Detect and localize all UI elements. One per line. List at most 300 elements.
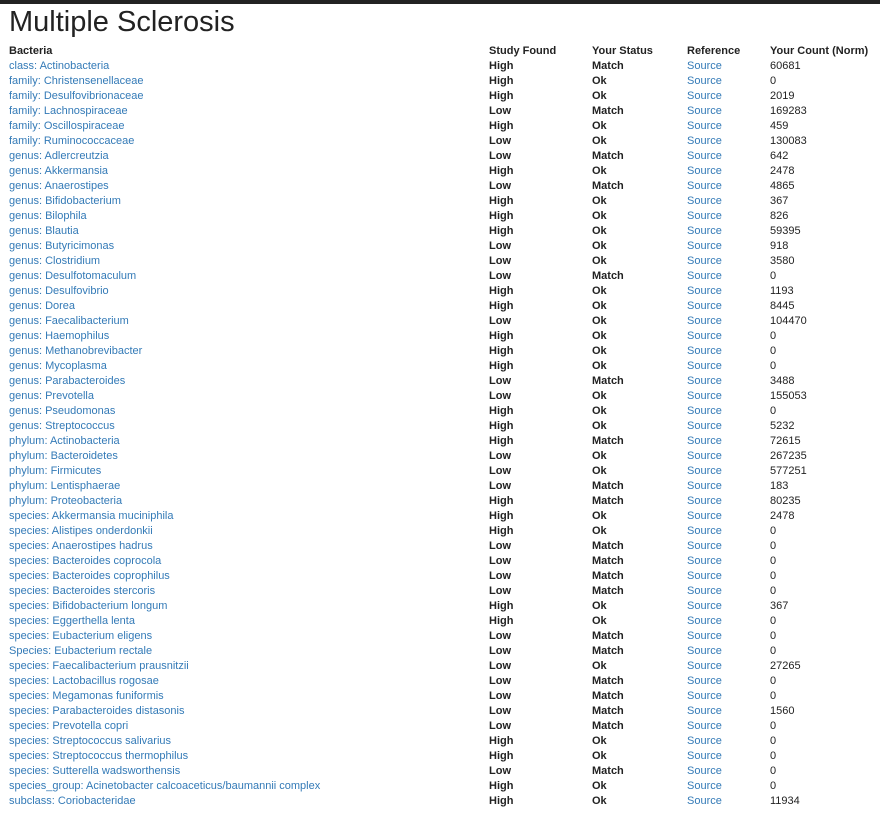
- your-status-value: Ok: [592, 315, 607, 327]
- your-count-value: 80235: [770, 495, 801, 507]
- bacteria-link[interactable]: species: Alistipes onderdonkii: [9, 525, 153, 537]
- bacteria-link[interactable]: phylum: Proteobacteria: [9, 495, 123, 507]
- your-count-value: 5232: [770, 420, 795, 432]
- reference-source-link[interactable]: Source: [687, 630, 722, 642]
- table-row: [9, 719, 880, 734]
- table-row: [9, 464, 880, 479]
- your-count-value: 0: [770, 330, 777, 342]
- reference-source-cell: [687, 119, 770, 134]
- your-count-value: 0: [770, 360, 777, 372]
- header-your-status: Your Status: [592, 45, 653, 57]
- reference-source-link[interactable]: Source: [687, 705, 722, 717]
- table-row: [9, 434, 880, 449]
- your-status-value: Match: [592, 270, 624, 282]
- bacteria-cell: [9, 629, 489, 644]
- reference-source-link[interactable]: Source: [687, 570, 722, 582]
- header-study-found: Study Found: [489, 45, 557, 57]
- reference-source-link[interactable]: Source: [687, 690, 722, 702]
- reference-source-cell: [687, 614, 770, 629]
- bacteria-link[interactable]: phylum: Firmicutes: [9, 465, 102, 477]
- your-status-value: Ok: [592, 75, 607, 87]
- reference-source-link[interactable]: Source: [687, 345, 722, 357]
- your-status-value: Ok: [592, 345, 607, 357]
- bacteria-cell: [9, 344, 489, 359]
- bacteria-link[interactable]: phylum: Bacteroidetes: [9, 450, 118, 462]
- bacteria-link[interactable]: genus: Akkermansia: [9, 165, 109, 177]
- bacteria-cell: [9, 194, 489, 209]
- reference-source-link[interactable]: Source: [687, 150, 722, 162]
- study-found-value: High: [489, 780, 514, 792]
- study-found-value: Low: [489, 705, 511, 717]
- bacteria-cell: [9, 74, 489, 89]
- reference-source-link[interactable]: Source: [687, 360, 722, 372]
- reference-source-link[interactable]: Source: [687, 495, 722, 507]
- reference-source-link[interactable]: Source: [687, 450, 722, 462]
- reference-source-link[interactable]: Source: [687, 330, 722, 342]
- reference-source-link[interactable]: Source: [687, 60, 722, 72]
- your-status-value: Match: [592, 555, 624, 567]
- bacteria-link[interactable]: genus: Bilophila: [9, 210, 87, 222]
- bacteria-cell: [9, 794, 489, 809]
- bacteria-cell: [9, 449, 489, 464]
- table-row: [9, 449, 880, 464]
- table-row: [9, 629, 880, 644]
- reference-source-link[interactable]: Source: [687, 390, 722, 402]
- study-found-value: Low: [489, 570, 511, 582]
- your-count-value: 0: [770, 555, 777, 567]
- bacteria-cell: [9, 224, 489, 239]
- study-found-value: High: [489, 165, 514, 177]
- reference-source-cell: [687, 59, 770, 74]
- reference-source-link[interactable]: Source: [687, 210, 722, 222]
- your-status-value: Match: [592, 705, 624, 717]
- bacteria-link[interactable]: species: Megamonas funiformis: [9, 690, 164, 702]
- your-count-value: 27265: [770, 660, 801, 672]
- bacteria-link[interactable]: genus: Anaerostipes: [9, 180, 109, 192]
- reference-source-cell: [687, 629, 770, 644]
- table-row: [9, 389, 880, 404]
- study-found-value: Low: [489, 180, 511, 192]
- study-found-value: Low: [489, 540, 511, 552]
- your-count-value: 130083: [770, 135, 807, 147]
- your-status-value: Ok: [592, 120, 607, 132]
- bacteria-cell: [9, 644, 489, 659]
- bacteria-link[interactable]: species: Bacteroides coprophilus: [9, 570, 170, 582]
- reference-source-cell: [687, 134, 770, 149]
- reference-source-link[interactable]: Source: [687, 75, 722, 87]
- study-found-value: High: [489, 225, 514, 237]
- your-status-value: Match: [592, 60, 624, 72]
- bacteria-cell: [9, 524, 489, 539]
- table-row: [9, 314, 880, 329]
- bacteria-link[interactable]: Species: Eubacterium rectale: [9, 645, 153, 657]
- reference-source-link[interactable]: Source: [687, 255, 722, 267]
- bacteria-cell: [9, 614, 489, 629]
- reference-source-link[interactable]: Source: [687, 480, 722, 492]
- study-found-value: Low: [489, 150, 511, 162]
- table-header-row: [9, 44, 880, 59]
- reference-source-cell: [687, 749, 770, 764]
- bacteria-cell: [9, 314, 489, 329]
- study-found-value: Low: [489, 480, 511, 492]
- reference-source-link[interactable]: Source: [687, 270, 722, 282]
- your-count-value: 0: [770, 735, 777, 747]
- header-your-count: Your Count (Norm): [770, 45, 869, 57]
- your-status-value: Ok: [592, 330, 607, 342]
- bacteria-link[interactable]: genus: Pseudomonas: [9, 405, 116, 417]
- table-row: [9, 674, 880, 689]
- reference-source-link[interactable]: Source: [687, 195, 722, 207]
- bacteria-link[interactable]: species: Bacteroides stercoris: [9, 585, 156, 597]
- reference-source-link[interactable]: Source: [687, 420, 722, 432]
- reference-source-cell: [687, 314, 770, 329]
- reference-source-link[interactable]: Source: [687, 375, 722, 387]
- reference-source-cell: [687, 689, 770, 704]
- bacteria-link[interactable]: genus: Prevotella: [9, 390, 94, 402]
- bacteria-cell: [9, 704, 489, 719]
- reference-source-cell: [687, 164, 770, 179]
- bacteria-cell: [9, 434, 489, 449]
- reference-source-link[interactable]: Source: [687, 510, 722, 522]
- reference-source-cell: [687, 89, 770, 104]
- bacteria-link[interactable]: phylum: Lentisphaerae: [9, 480, 121, 492]
- bacteria-link[interactable]: species: Eggerthella lenta: [9, 615, 135, 627]
- study-found-value: High: [489, 615, 514, 627]
- bacteria-link[interactable]: family: Lachnospiraceae: [9, 105, 128, 117]
- bacteria-link[interactable]: genus: Faecalibacterium: [9, 315, 129, 327]
- reference-source-link[interactable]: Source: [687, 135, 722, 147]
- reference-source-link[interactable]: Source: [687, 225, 722, 237]
- reference-source-link[interactable]: Source: [687, 645, 722, 657]
- study-found-value: Low: [489, 255, 511, 267]
- bacteria-link[interactable]: genus: Mycoplasma: [9, 360, 107, 372]
- study-found-value: High: [489, 330, 514, 342]
- bacteria-cell: [9, 299, 489, 314]
- bacteria-cell: [9, 59, 489, 74]
- bacteria-cell: [9, 764, 489, 779]
- your-status-value: Match: [592, 765, 624, 777]
- bacteria-cell: [9, 89, 489, 104]
- study-found-value: Low: [489, 720, 511, 732]
- your-status-value: Match: [592, 720, 624, 732]
- table-row: [9, 89, 880, 104]
- study-found-value: Low: [489, 270, 511, 282]
- reference-source-cell: [687, 374, 770, 389]
- bacteria-link[interactable]: species: Akkermansia muciniphila: [9, 510, 174, 522]
- your-count-value: 104470: [770, 315, 807, 327]
- bacteria-link[interactable]: genus: Blautia: [9, 225, 79, 237]
- your-count-value: 918: [770, 240, 789, 252]
- bacteria-cell: [9, 509, 489, 524]
- table-row: [9, 509, 880, 524]
- reference-source-link[interactable]: Source: [687, 405, 722, 417]
- your-status-value: Ok: [592, 615, 607, 627]
- table-row: [9, 59, 880, 74]
- reference-source-cell: [687, 479, 770, 494]
- bacteria-link[interactable]: species: Bacteroides coprocola: [9, 555, 162, 567]
- bacteria-cell: [9, 389, 489, 404]
- study-found-value: High: [489, 345, 514, 357]
- your-status-value: Match: [592, 585, 624, 597]
- bacteria-cell: [9, 734, 489, 749]
- your-status-value: Ok: [592, 405, 607, 417]
- table-row: [9, 734, 880, 749]
- table-row: [9, 209, 880, 224]
- your-count-value: 0: [770, 675, 777, 687]
- bacteria-link[interactable]: species: Streptococcus salivarius: [9, 735, 172, 747]
- bacteria-link[interactable]: genus: Clostridium: [9, 255, 101, 267]
- your-status-value: Match: [592, 150, 624, 162]
- table-row: [9, 584, 880, 599]
- your-count-value: 267235: [770, 450, 807, 462]
- your-count-value: 0: [770, 525, 777, 537]
- bacteria-cell: [9, 239, 489, 254]
- study-found-value: Low: [489, 465, 511, 477]
- reference-source-link[interactable]: Source: [687, 525, 722, 537]
- your-count-value: 2478: [770, 510, 795, 522]
- bacteria-link[interactable]: family: Ruminococcaceae: [9, 135, 135, 147]
- your-count-value: 577251: [770, 465, 807, 477]
- study-found-value: High: [489, 75, 514, 87]
- reference-source-link[interactable]: Source: [687, 765, 722, 777]
- your-status-value: Ok: [592, 240, 607, 252]
- bacteria-link[interactable]: species: Lactobacillus rogosae: [9, 675, 159, 687]
- bacteria-cell: [9, 104, 489, 119]
- table-row: [9, 344, 880, 359]
- reference-source-cell: [687, 644, 770, 659]
- bacteria-link[interactable]: genus: Adlercreutzia: [9, 150, 109, 162]
- reference-source-link[interactable]: Source: [687, 675, 722, 687]
- table-row: [9, 284, 880, 299]
- table-row: [9, 254, 880, 269]
- your-count-value: 3488: [770, 375, 795, 387]
- study-found-value: High: [489, 300, 514, 312]
- reference-source-cell: [687, 269, 770, 284]
- bacteria-link[interactable]: genus: Streptococcus: [9, 420, 115, 432]
- your-count-value: 0: [770, 615, 777, 627]
- bacteria-link[interactable]: genus: Bifidobacterium: [9, 195, 121, 207]
- bacteria-link[interactable]: subclass: Coriobacteridae: [9, 795, 136, 807]
- your-status-value: Match: [592, 630, 624, 642]
- reference-source-link[interactable]: Source: [687, 750, 722, 762]
- bacteria-link[interactable]: species_group: Acinetobacter calcoaceticus/baumannii complex: [9, 780, 321, 792]
- your-status-value: Match: [592, 480, 624, 492]
- reference-source-cell: [687, 329, 770, 344]
- bacteria-cell: [9, 659, 489, 674]
- your-status-value: Ok: [592, 90, 607, 102]
- table-row: [9, 149, 880, 164]
- your-status-value: Match: [592, 180, 624, 192]
- table-row: [9, 179, 880, 194]
- reference-source-link[interactable]: Source: [687, 180, 722, 192]
- study-found-value: Low: [489, 375, 511, 387]
- your-count-value: 0: [770, 570, 777, 582]
- study-found-value: Low: [489, 315, 511, 327]
- reference-source-link[interactable]: Source: [687, 165, 722, 177]
- table-row: [9, 494, 880, 509]
- your-status-value: Match: [592, 570, 624, 582]
- your-status-value: Ok: [592, 735, 607, 747]
- reference-source-cell: [687, 209, 770, 224]
- bacteria-link[interactable]: genus: Haemophilus: [9, 330, 110, 342]
- your-count-value: 11934: [770, 795, 800, 807]
- reference-source-cell: [687, 554, 770, 569]
- reference-source-cell: [687, 584, 770, 599]
- bacteria-link[interactable]: genus: Desulfovibrio: [9, 285, 109, 297]
- table-row: [9, 119, 880, 134]
- reference-source-cell: [687, 494, 770, 509]
- reference-source-link[interactable]: Source: [687, 315, 722, 327]
- your-status-value: Ok: [592, 600, 607, 612]
- bacteria-cell: [9, 554, 489, 569]
- table-row: [9, 614, 880, 629]
- your-count-value: 0: [770, 645, 777, 657]
- reference-source-link[interactable]: Source: [687, 285, 722, 297]
- bacteria-link[interactable]: genus: Desulfotomaculum: [9, 270, 137, 282]
- bacteria-link[interactable]: genus: Dorea: [9, 300, 76, 312]
- reference-source-link[interactable]: Source: [687, 540, 722, 552]
- your-count-value: 0: [770, 630, 777, 642]
- your-count-value: 183: [770, 480, 789, 492]
- your-status-value: Ok: [592, 525, 607, 537]
- your-count-value: 0: [770, 345, 777, 357]
- bacteria-link[interactable]: phylum: Actinobacteria: [9, 435, 120, 447]
- reference-source-link[interactable]: Source: [687, 735, 722, 747]
- your-count-value: 1193: [770, 285, 794, 297]
- your-count-value: 72615: [770, 435, 801, 447]
- bacteria-cell: [9, 689, 489, 704]
- table-row: [9, 134, 880, 149]
- bacteria-link[interactable]: species: Faecalibacterium prausnitzii: [9, 660, 189, 672]
- reference-source-link[interactable]: Source: [687, 780, 722, 792]
- reference-source-link[interactable]: Source: [687, 615, 722, 627]
- study-found-value: Low: [489, 240, 511, 252]
- bacteria-link[interactable]: genus: Parabacteroides: [9, 375, 126, 387]
- table-row: [9, 404, 880, 419]
- reference-source-cell: [687, 434, 770, 449]
- study-found-value: High: [489, 510, 514, 522]
- table-row: [9, 539, 880, 554]
- reference-source-cell: [687, 224, 770, 239]
- your-status-value: Ok: [592, 660, 607, 672]
- your-count-value: 2019: [770, 90, 795, 102]
- bacteria-link[interactable]: genus: Methanobrevibacter: [9, 345, 143, 357]
- reference-source-cell: [687, 539, 770, 554]
- study-found-value: High: [489, 195, 514, 207]
- table-body: [9, 59, 880, 809]
- your-status-value: Ok: [592, 360, 607, 372]
- table-row: [9, 329, 880, 344]
- your-status-value: Ok: [592, 210, 607, 222]
- reference-source-link[interactable]: Source: [687, 90, 722, 102]
- bacteria-link[interactable]: species: Anaerostipes hadrus: [9, 540, 153, 552]
- bacteria-cell: [9, 269, 489, 284]
- reference-source-cell: [687, 764, 770, 779]
- reference-source-link[interactable]: Source: [687, 660, 722, 672]
- your-status-value: Ok: [592, 165, 607, 177]
- your-status-value: Ok: [592, 795, 607, 807]
- bacteria-cell: [9, 404, 489, 419]
- study-found-value: High: [489, 525, 514, 537]
- table-row: [9, 524, 880, 539]
- reference-source-cell: [687, 599, 770, 614]
- your-count-value: 0: [770, 780, 777, 792]
- your-count-value: 2478: [770, 165, 795, 177]
- reference-source-cell: [687, 419, 770, 434]
- your-count-value: 367: [770, 195, 789, 207]
- your-count-value: 4865: [770, 180, 795, 192]
- table-row: [9, 104, 880, 119]
- bacteria-link[interactable]: species: Parabacteroides distasonis: [9, 705, 185, 717]
- bacteria-cell: [9, 374, 489, 389]
- study-found-value: High: [489, 420, 514, 432]
- reference-source-link[interactable]: Source: [687, 795, 722, 807]
- bacteria-cell: [9, 749, 489, 764]
- table-row: [9, 704, 880, 719]
- bacteria-link[interactable]: family: Christensenellaceae: [9, 75, 144, 87]
- study-found-value: Low: [489, 660, 511, 672]
- bacteria-link[interactable]: species: Sutterella wadsworthensis: [9, 765, 181, 777]
- bacteria-link[interactable]: family: Desulfovibrionaceae: [9, 90, 144, 102]
- your-count-value: 0: [770, 270, 777, 282]
- bacteria-cell: [9, 479, 489, 494]
- bacteria-link[interactable]: family: Oscillospiraceae: [9, 120, 125, 132]
- study-found-value: High: [489, 60, 514, 72]
- your-count-value: 459: [770, 120, 789, 132]
- bacteria-link[interactable]: species: Prevotella copri: [9, 720, 129, 732]
- reference-source-cell: [687, 404, 770, 419]
- reference-source-link[interactable]: Source: [687, 555, 722, 567]
- reference-source-link[interactable]: Source: [687, 120, 722, 132]
- your-status-value: Match: [592, 495, 624, 507]
- reference-source-cell: [687, 704, 770, 719]
- bacteria-cell: [9, 584, 489, 599]
- study-found-value: High: [489, 90, 514, 102]
- bacteria-link[interactable]: genus: Butyricimonas: [9, 240, 115, 252]
- table-row: [9, 239, 880, 254]
- reference-source-cell: [687, 74, 770, 89]
- reference-source-link[interactable]: Source: [687, 105, 722, 117]
- reference-source-link[interactable]: Source: [687, 585, 722, 597]
- bacteria-link[interactable]: species: Streptococcus thermophilus: [9, 750, 189, 762]
- reference-source-link[interactable]: Source: [687, 600, 722, 612]
- reference-source-cell: [687, 659, 770, 674]
- study-found-value: Low: [489, 450, 511, 462]
- bacteria-cell: [9, 569, 489, 584]
- reference-source-link[interactable]: Source: [687, 720, 722, 732]
- reference-source-link[interactable]: Source: [687, 300, 722, 312]
- reference-source-cell: [687, 284, 770, 299]
- table-row: [9, 569, 880, 584]
- study-found-value: High: [489, 360, 514, 372]
- your-status-value: Ok: [592, 420, 607, 432]
- reference-source-link[interactable]: Source: [687, 465, 722, 477]
- bacteria-cell: [9, 164, 489, 179]
- bacteria-cell: [9, 209, 489, 224]
- your-status-value: Match: [592, 540, 624, 552]
- bacteria-link[interactable]: class: Actinobacteria: [9, 60, 110, 72]
- your-status-value: Ok: [592, 465, 607, 477]
- table-row: [9, 224, 880, 239]
- table-row: [9, 794, 880, 809]
- bacteria-link[interactable]: species: Bifidobacterium longum: [9, 600, 168, 612]
- study-found-value: Low: [489, 105, 511, 117]
- reference-source-link[interactable]: Source: [687, 240, 722, 252]
- table-row: [9, 644, 880, 659]
- bacteria-cell: [9, 149, 489, 164]
- reference-source-link[interactable]: Source: [687, 435, 722, 447]
- bacteria-link[interactable]: species: Eubacterium eligens: [9, 630, 153, 642]
